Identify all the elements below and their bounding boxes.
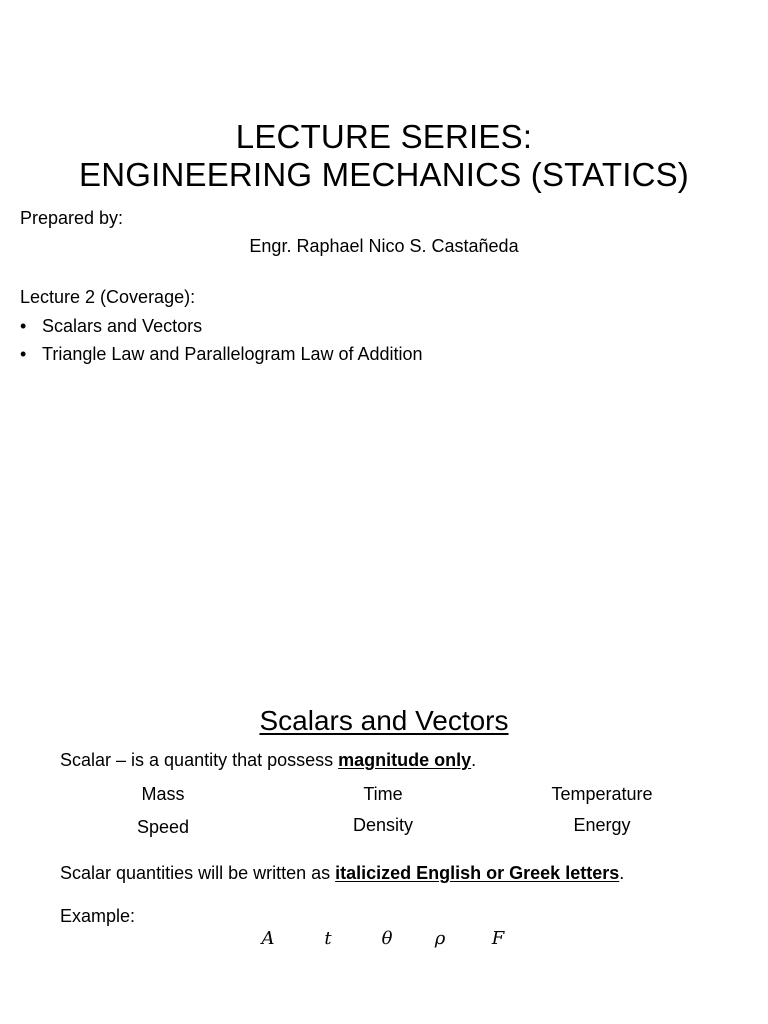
symbol-t: t — [324, 928, 332, 949]
example-quantity: Time — [363, 784, 403, 804]
notation-statement — [60, 864, 624, 882]
scalar-definition — [60, 751, 476, 769]
notation-period: . — [619, 863, 625, 883]
lecture-series-title: LECTURE SERIES: — [235, 118, 533, 155]
example-quantity: Density — [352, 815, 414, 835]
definition-period: . — [471, 750, 477, 770]
example-quantity: Speed — [136, 817, 190, 837]
symbol-a: A — [261, 928, 275, 949]
symbol-theta: θ — [381, 928, 393, 949]
example-label: Example: — [60, 906, 136, 926]
symbol-f: F — [491, 928, 505, 949]
example-quantity: Energy — [573, 815, 631, 835]
coverage-bullet: • — [20, 344, 27, 364]
example-quantity: Mass — [141, 784, 185, 804]
notation-emphasis: italicized English or Greek letters — [335, 863, 620, 883]
example-quantity: Temperature — [551, 784, 653, 804]
author-name: Engr. Raphael Nico S. Castañeda — [249, 236, 519, 256]
definition-emphasis: magnitude only — [338, 750, 472, 770]
coverage-item: Scalars and Vectors — [42, 316, 203, 336]
coverage-heading: Lecture 2 (Coverage): — [20, 287, 196, 307]
course-title: ENGINEERING MECHANICS (STATICS) — [78, 156, 689, 193]
coverage-item: Triangle Law and Parallelogram Law of Addition — [42, 344, 423, 364]
section-title: Scalars and Vectors — [259, 705, 509, 736]
symbol-rho: ρ — [434, 928, 446, 949]
coverage-bullet: • — [20, 316, 27, 336]
notation-text: Scalar quantities will be written as — [60, 863, 336, 883]
definition-text: Scalar – is a quantity that possess — [60, 750, 339, 770]
prepared-by-label: Prepared by: — [20, 208, 124, 228]
